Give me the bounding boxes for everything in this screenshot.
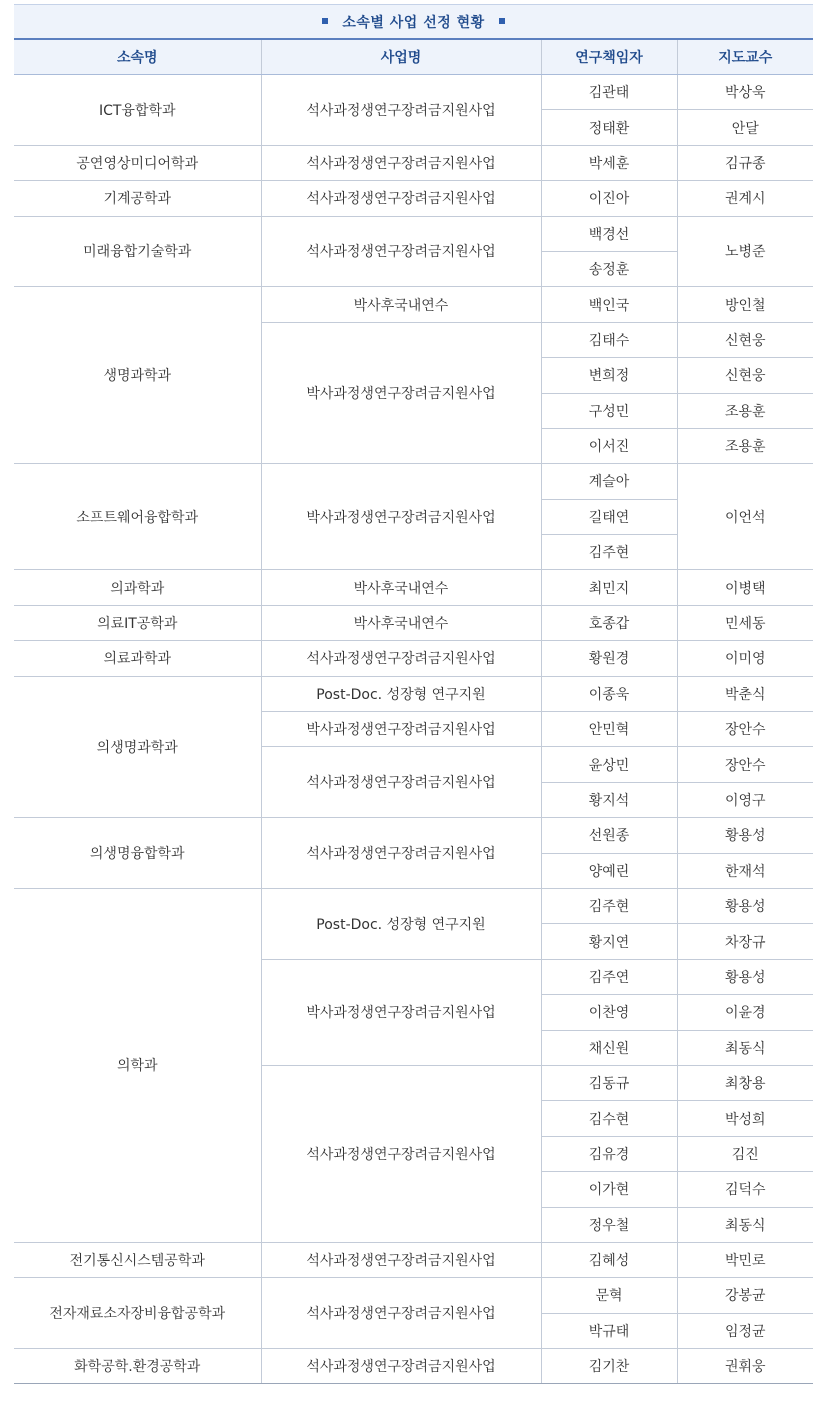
advisor-cell: 이병택: [677, 570, 813, 605]
researcher-cell: 박세훈: [541, 145, 677, 180]
researcher-cell: 채신원: [541, 1030, 677, 1065]
dept-cell: 기계공학과: [14, 181, 261, 216]
researcher-cell: 이종욱: [541, 676, 677, 711]
program-cell: 박사과정생연구장려금지원사업: [261, 464, 541, 570]
dept-cell: 의료IT공학과: [14, 605, 261, 640]
researcher-cell: 길태연: [541, 499, 677, 534]
advisor-cell: 신현웅: [677, 322, 813, 357]
researcher-cell: 김동규: [541, 1065, 677, 1100]
advisor-cell: 노병준: [677, 216, 813, 287]
dept-cell: 의과학과: [14, 570, 261, 605]
table-row: [14, 818, 813, 853]
advisor-cell: 권계시: [677, 181, 813, 216]
researcher-cell: 이서진: [541, 428, 677, 463]
program-cell: 석사과정생연구장려금지원사업: [261, 747, 541, 818]
program-cell: 석사과정생연구장려금지원사업: [261, 818, 541, 889]
advisor-cell: 방인철: [677, 287, 813, 322]
advisor-cell: 민세동: [677, 605, 813, 640]
researcher-cell: 김혜성: [541, 1242, 677, 1277]
advisor-cell: 권휘웅: [677, 1349, 813, 1384]
program-cell: 석사과정생연구장려금지원사업: [261, 1065, 541, 1242]
program-cell: 박사과정생연구장려금지원사업: [261, 959, 541, 1065]
program-cell: 석사과정생연구장려금지원사업: [261, 1278, 541, 1349]
researcher-cell: 이가현: [541, 1172, 677, 1207]
selection-status-panel: [14, 4, 813, 1384]
researcher-cell: 김관태: [541, 75, 677, 110]
researcher-cell: 최민지: [541, 570, 677, 605]
researcher-cell: 박규태: [541, 1313, 677, 1348]
advisor-cell: 차장규: [677, 924, 813, 959]
researcher-cell: 황지연: [541, 924, 677, 959]
table-body: [14, 75, 813, 1384]
researcher-cell: 윤상민: [541, 747, 677, 782]
researcher-cell: 선원종: [541, 818, 677, 853]
researcher-cell: 정태환: [541, 110, 677, 145]
program-cell: Post-Doc. 성장형 연구지원: [261, 888, 541, 959]
researcher-cell: 호종갑: [541, 605, 677, 640]
advisor-cell: 장안수: [677, 747, 813, 782]
table-row: [14, 888, 813, 923]
table-row: [14, 464, 813, 499]
program-cell: 박사과정생연구장려금지원사업: [261, 322, 541, 464]
advisor-cell: 임정균: [677, 1313, 813, 1348]
researcher-cell: 김주현: [541, 888, 677, 923]
dept-cell: 의료과학과: [14, 641, 261, 676]
advisor-cell: 이윤경: [677, 995, 813, 1030]
table-row: [14, 75, 813, 110]
advisor-cell: 박성희: [677, 1101, 813, 1136]
researcher-cell: 황지석: [541, 782, 677, 817]
advisor-cell: 이미영: [677, 641, 813, 676]
program-cell: 석사과정생연구장려금지원사업: [261, 641, 541, 676]
dept-cell: 소프트웨어융합학과: [14, 464, 261, 570]
square-bullet-icon: [499, 18, 505, 24]
selection-table: [14, 38, 813, 1384]
advisor-cell: 황용성: [677, 959, 813, 994]
researcher-cell: 변희정: [541, 358, 677, 393]
advisor-cell: 김덕수: [677, 1172, 813, 1207]
advisor-cell: 신현웅: [677, 358, 813, 393]
advisor-cell: 조용훈: [677, 428, 813, 463]
advisor-cell: 최동식: [677, 1030, 813, 1065]
table-row: [14, 605, 813, 640]
table-row: [14, 145, 813, 180]
researcher-cell: 김주연: [541, 959, 677, 994]
researcher-cell: 김주현: [541, 535, 677, 570]
advisor-cell: 박상욱: [677, 75, 813, 110]
researcher-cell: 김유경: [541, 1136, 677, 1171]
dept-cell: 전기통신시스템공학과: [14, 1242, 261, 1277]
dept-cell: 미래융합기술학과: [14, 216, 261, 287]
researcher-cell: 김기찬: [541, 1349, 677, 1384]
advisor-cell: 이언석: [677, 464, 813, 570]
advisor-cell: 황용성: [677, 888, 813, 923]
dept-cell: 생명과학과: [14, 287, 261, 464]
square-bullet-icon: [322, 18, 328, 24]
dept-cell: 화학공학.환경공학과: [14, 1349, 261, 1384]
advisor-cell: 강봉균: [677, 1278, 813, 1313]
advisor-cell: 이영구: [677, 782, 813, 817]
researcher-cell: 계슬아: [541, 464, 677, 499]
column-header-program: 사업명: [261, 39, 541, 75]
advisor-cell: 황용성: [677, 818, 813, 853]
program-cell: 석사과정생연구장려금지원사업: [261, 1349, 541, 1384]
advisor-cell: 조용훈: [677, 393, 813, 428]
researcher-cell: 안민혁: [541, 712, 677, 747]
advisor-cell: 최창용: [677, 1065, 813, 1100]
header-row: [14, 39, 813, 75]
table-row: [14, 676, 813, 711]
program-cell: 박사후국내연수: [261, 605, 541, 640]
table-row: [14, 1349, 813, 1384]
table-title: 소속별 사업 선정 현황: [342, 14, 485, 31]
researcher-cell: 송정훈: [541, 251, 677, 286]
advisor-cell: 박민로: [677, 1242, 813, 1277]
program-cell: 석사과정생연구장려금지원사업: [261, 181, 541, 216]
program-cell: 석사과정생연구장려금지원사업: [261, 75, 541, 146]
advisor-cell: 김규종: [677, 145, 813, 180]
researcher-cell: 정우철: [541, 1207, 677, 1242]
dept-cell: 전자재료소자장비융합공학과: [14, 1278, 261, 1349]
table-row: [14, 1242, 813, 1277]
dept-cell: 공연영상미디어학과: [14, 145, 261, 180]
table-row: [14, 1278, 813, 1313]
table-row: [14, 641, 813, 676]
advisor-cell: 최동식: [677, 1207, 813, 1242]
advisor-cell: 김진: [677, 1136, 813, 1171]
program-cell: 석사과정생연구장려금지원사업: [261, 1242, 541, 1277]
dept-cell: 의학과: [14, 888, 261, 1242]
table-row: [14, 216, 813, 251]
researcher-cell: 백인국: [541, 287, 677, 322]
researcher-cell: 김태수: [541, 322, 677, 357]
researcher-cell: 구성민: [541, 393, 677, 428]
column-header-dept: 소속명: [14, 39, 261, 75]
program-cell: 석사과정생연구장려금지원사업: [261, 216, 541, 287]
researcher-cell: 양예린: [541, 853, 677, 888]
table-title-bar: [14, 4, 813, 38]
advisor-cell: 안달: [677, 110, 813, 145]
program-cell: 박사후국내연수: [261, 287, 541, 322]
advisor-cell: 장안수: [677, 712, 813, 747]
program-cell: 석사과정생연구장려금지원사업: [261, 145, 541, 180]
column-header-researcher: 연구책임자: [541, 39, 677, 75]
advisor-cell: 박춘식: [677, 676, 813, 711]
dept-cell: 의생명융합학과: [14, 818, 261, 889]
table-row: [14, 570, 813, 605]
dept-cell: ICT융합학과: [14, 75, 261, 146]
dept-cell: 의생명과학과: [14, 676, 261, 818]
program-cell: 박사후국내연수: [261, 570, 541, 605]
column-header-advisor: 지도교수: [677, 39, 813, 75]
researcher-cell: 백경선: [541, 216, 677, 251]
researcher-cell: 이찬영: [541, 995, 677, 1030]
program-cell: 박사과정생연구장려금지원사업: [261, 712, 541, 747]
researcher-cell: 황원경: [541, 641, 677, 676]
researcher-cell: 김수현: [541, 1101, 677, 1136]
advisor-cell: 한재석: [677, 853, 813, 888]
table-row: [14, 181, 813, 216]
researcher-cell: 이진아: [541, 181, 677, 216]
table-row: [14, 287, 813, 322]
program-cell: Post-Doc. 성장형 연구지원: [261, 676, 541, 711]
researcher-cell: 문혁: [541, 1278, 677, 1313]
